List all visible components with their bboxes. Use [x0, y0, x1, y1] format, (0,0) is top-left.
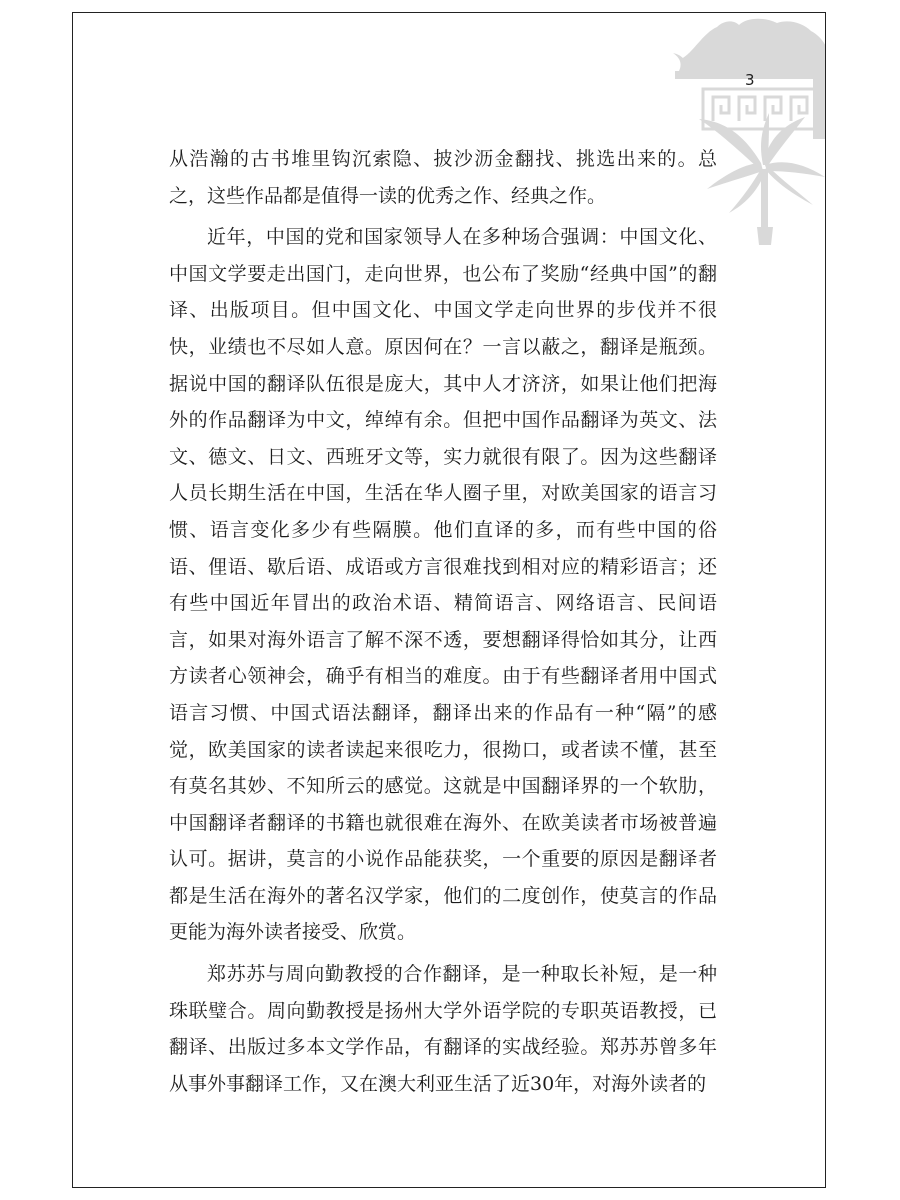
page-frame: [72, 12, 826, 1188]
paragraph-1: 从浩瀚的古书堆里钩沉索隐、披沙沥金翻找、挑选出来的。总之，这些作品都是值得一读的优秀之作、经典之作。: [169, 148, 717, 207]
paragraph-2: 近年，中国的党和国家领导人在多种场合强调：中国文化、中国文学要走出国门，走向世界，也公布了奖励“经典中国”的翻译、出版项目。但中国文化、中国文学走向世界的步伐并不很快，业绩也不尽如人意。原因何在？一言以蔽之，翻译是瓶颈。据说中国的翻译队伍很是庞大，其中人才济济，如果让他们把海外的作品翻译为中文，绰绰有余。但把中国作品翻译为英文、法文、德文、日文、西班牙文等，实力就很有限了。因为这些翻译人员长期生活在中国，生活在华人圈子里，对欧美国家的语言习惯、语言变化多少有些隔膜。他们直译的多，而有些中国的俗语、俚语、歇后语、成语或方言很难找到相对应的精彩语言；还有些中国近年冒出的政治术语、精简语言、网络语言、民间语言，如果对海外语言了解不深不透，要想翻译得恰如其分，让西方读者心领神会，确乎有相当的难度。由于有些翻译者用中国式语言习惯、中国式语法翻译，翻译出来的作品有一种“隔”的感觉，欧美国家的读者读起来很吃力，很拗口，或者读不懂，甚至有莫名其妙、不知所云的感觉。这就是中国翻译界的一个软肋，中国翻译者翻译的书籍也就很难在海外、在欧美读者市场被普遍认可。据讲，莫言的小说作品能获奖，一个重要的原因是翻译者都是生活在海外的著名汉学家，他们的二度创作，使莫言的作品更能为海外读者接受、欣赏。: [169, 226, 717, 944]
paragraph-3: 郑苏苏与周向勤教授的合作翻译，是一种取长补短，是一种珠联璧合。周向勤教授是扬州大学外语学院的专职英语教授，已翻译、出版过多本文学作品，有翻译的实战经验。郑苏苏曾多年从事外事翻译工作，又在澳大利亚生活了近30年，对海外读者的: [169, 963, 717, 1095]
body-text: [169, 141, 717, 1102]
page-number: 3: [745, 71, 755, 89]
